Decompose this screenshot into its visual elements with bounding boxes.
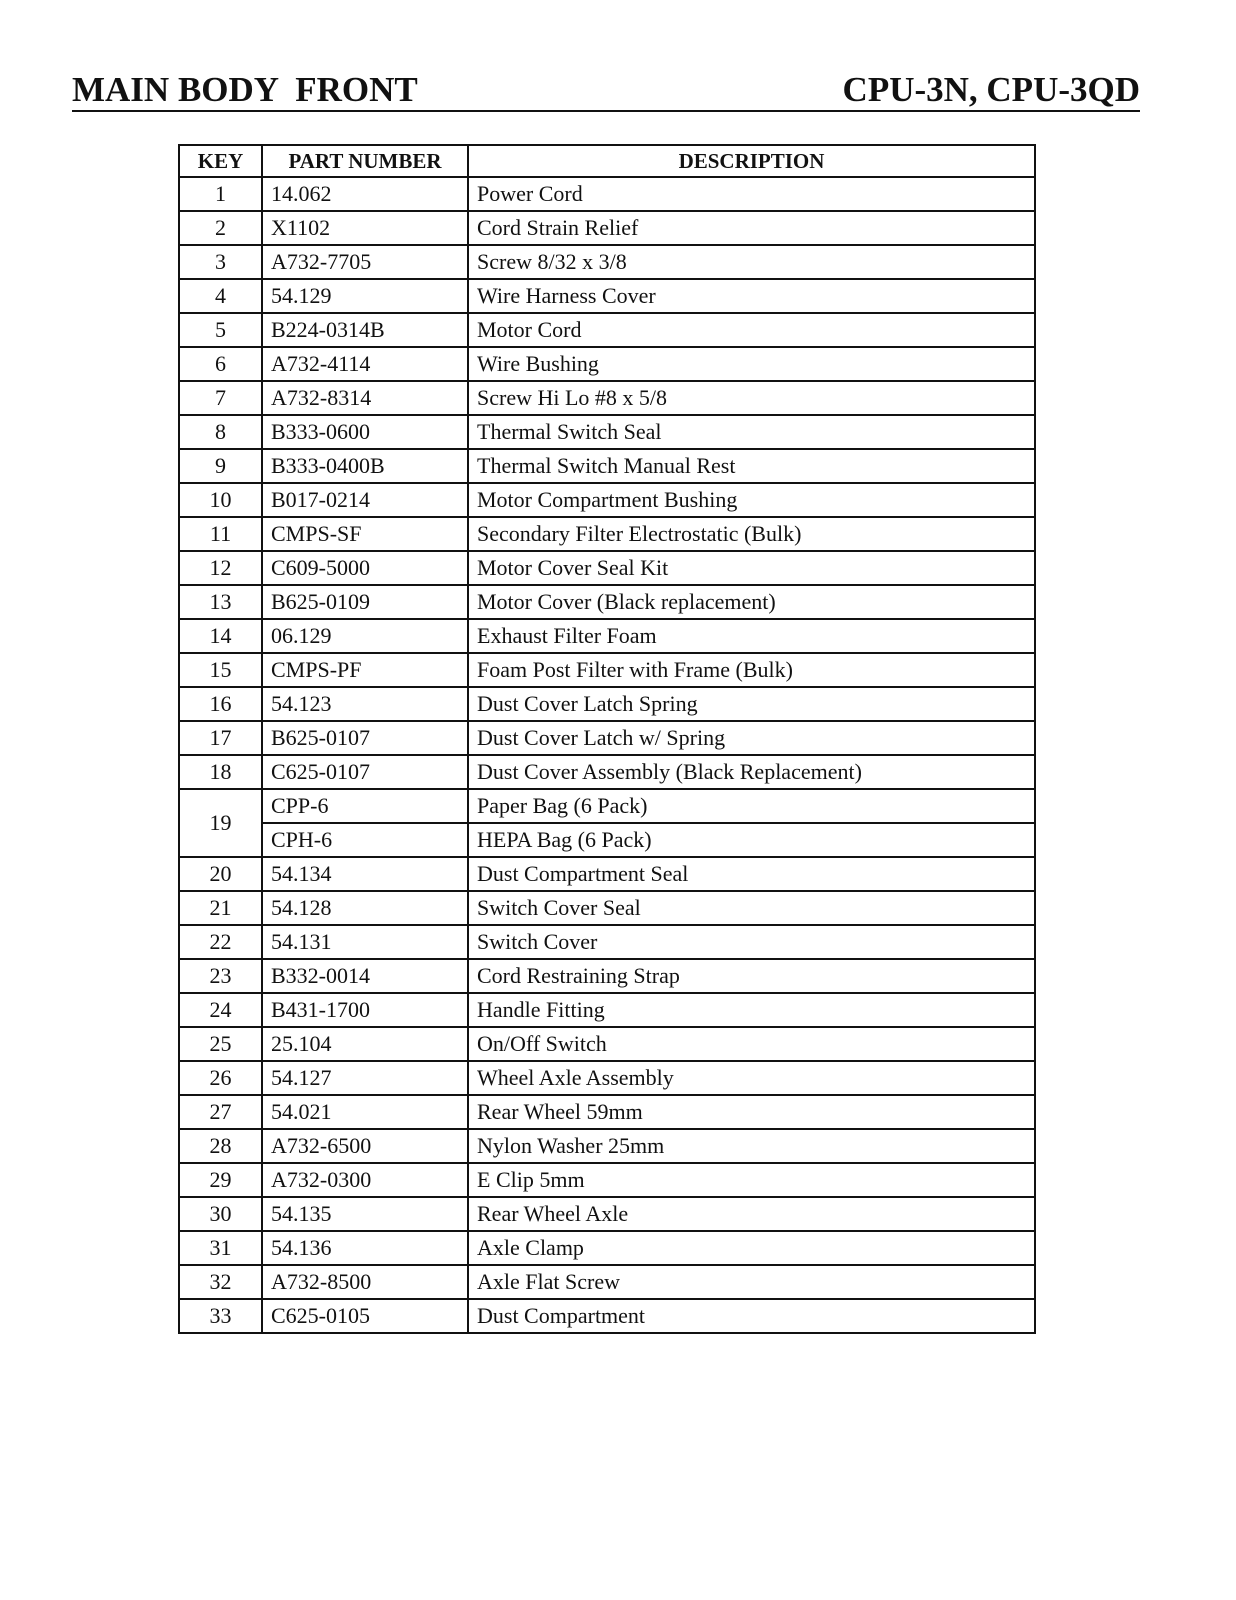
description-cell: Axle Clamp [468, 1231, 1035, 1265]
key-cell: 22 [179, 925, 262, 959]
table-header-row [179, 145, 1035, 177]
key-cell: 2 [179, 211, 262, 245]
table-row [179, 687, 1035, 721]
description-cell: Screw 8/32 x 3/8 [468, 245, 1035, 279]
description-cell: Handle Fitting [468, 993, 1035, 1027]
description-cell: E Clip 5mm [468, 1163, 1035, 1197]
description-cell: On/Off Switch [468, 1027, 1035, 1061]
column-header-description: DESCRIPTION [468, 145, 1035, 177]
table-row [179, 551, 1035, 585]
key-cell: 8 [179, 415, 262, 449]
key-cell: 15 [179, 653, 262, 687]
key-cell: 4 [179, 279, 262, 313]
key-cell: 16 [179, 687, 262, 721]
table-row [179, 789, 1035, 823]
description-cell: Dust Cover Latch w/ Spring [468, 721, 1035, 755]
table-row [179, 585, 1035, 619]
description-cell: Exhaust Filter Foam [468, 619, 1035, 653]
description-cell: Wire Harness Cover [468, 279, 1035, 313]
description-cell: Motor Cover (Black replacement) [468, 585, 1035, 619]
table-row [179, 211, 1035, 245]
table-row [179, 721, 1035, 755]
table-row [179, 755, 1035, 789]
part-number-cell: 54.134 [262, 857, 468, 891]
description-cell: Dust Compartment [468, 1299, 1035, 1333]
part-number-cell: 06.129 [262, 619, 468, 653]
table-row [179, 517, 1035, 551]
description-cell: Motor Cord [468, 313, 1035, 347]
part-number-cell: CPH-6 [262, 823, 468, 857]
table-row [179, 1061, 1035, 1095]
key-cell: 17 [179, 721, 262, 755]
part-number-cell: 54.135 [262, 1197, 468, 1231]
description-cell: Dust Compartment Seal [468, 857, 1035, 891]
table-row [179, 347, 1035, 381]
description-cell: Cord Strain Relief [468, 211, 1035, 245]
table-row [179, 381, 1035, 415]
key-cell: 30 [179, 1197, 262, 1231]
key-cell: 31 [179, 1231, 262, 1265]
table-row [179, 1027, 1035, 1061]
description-cell: Dust Cover Latch Spring [468, 687, 1035, 721]
description-cell: Foam Post Filter with Frame (Bulk) [468, 653, 1035, 687]
table-row [179, 1231, 1035, 1265]
description-cell: HEPA Bag (6 Pack) [468, 823, 1035, 857]
key-cell: 10 [179, 483, 262, 517]
part-number-cell: B431-1700 [262, 993, 468, 1027]
section-title: MAIN BODY FRONT [72, 70, 418, 109]
key-cell: 11 [179, 517, 262, 551]
key-cell: 24 [179, 993, 262, 1027]
part-number-cell: B333-0400B [262, 449, 468, 483]
table-row [179, 415, 1035, 449]
description-cell: Power Cord [468, 177, 1035, 211]
part-number-cell: A732-8314 [262, 381, 468, 415]
column-header-part-number: PART NUMBER [262, 145, 468, 177]
part-number-cell: 54.131 [262, 925, 468, 959]
part-number-cell: A732-8500 [262, 1265, 468, 1299]
part-number-cell: B333-0600 [262, 415, 468, 449]
key-cell: 3 [179, 245, 262, 279]
key-cell: 28 [179, 1129, 262, 1163]
description-cell: Motor Compartment Bushing [468, 483, 1035, 517]
table-row [179, 1129, 1035, 1163]
part-number-cell: 25.104 [262, 1027, 468, 1061]
part-number-cell: B017-0214 [262, 483, 468, 517]
description-cell: Axle Flat Screw [468, 1265, 1035, 1299]
part-number-cell: 54.123 [262, 687, 468, 721]
key-cell: 25 [179, 1027, 262, 1061]
table-row [179, 313, 1035, 347]
model-numbers: CPU-3N, CPU-3QD [842, 70, 1140, 109]
table-row [179, 1095, 1035, 1129]
table-row [179, 823, 1035, 857]
description-cell: Cord Restraining Strap [468, 959, 1035, 993]
part-number-cell: B625-0107 [262, 721, 468, 755]
key-cell: 18 [179, 755, 262, 789]
description-cell: Thermal Switch Seal [468, 415, 1035, 449]
key-cell: 29 [179, 1163, 262, 1197]
part-number-cell: CMPS-PF [262, 653, 468, 687]
table-row [179, 1197, 1035, 1231]
description-cell: Screw Hi Lo #8 x 5/8 [468, 381, 1035, 415]
description-cell: Wire Bushing [468, 347, 1035, 381]
key-cell: 33 [179, 1299, 262, 1333]
part-number-cell: A732-6500 [262, 1129, 468, 1163]
part-number-cell: CMPS-SF [262, 517, 468, 551]
table-row [179, 177, 1035, 211]
description-cell: Rear Wheel 59mm [468, 1095, 1035, 1129]
key-cell: 27 [179, 1095, 262, 1129]
description-cell: Motor Cover Seal Kit [468, 551, 1035, 585]
key-cell: 7 [179, 381, 262, 415]
table-row [179, 1265, 1035, 1299]
key-cell: 1 [179, 177, 262, 211]
part-number-cell: B332-0014 [262, 959, 468, 993]
table-row [179, 483, 1035, 517]
table-row [179, 653, 1035, 687]
key-cell: 26 [179, 1061, 262, 1095]
part-number-cell: C625-0107 [262, 755, 468, 789]
part-number-cell: B625-0109 [262, 585, 468, 619]
part-number-cell: 14.062 [262, 177, 468, 211]
key-cell: 9 [179, 449, 262, 483]
key-cell: 5 [179, 313, 262, 347]
table-row [179, 1299, 1035, 1333]
description-cell: Switch Cover Seal [468, 891, 1035, 925]
parts-table-body [179, 177, 1035, 1333]
table-row [179, 1163, 1035, 1197]
key-cell: 6 [179, 347, 262, 381]
table-row [179, 925, 1035, 959]
key-cell: 23 [179, 959, 262, 993]
part-number-cell: A732-7705 [262, 245, 468, 279]
page-header [72, 68, 1140, 112]
part-number-cell: CPP-6 [262, 789, 468, 823]
part-number-cell: B224-0314B [262, 313, 468, 347]
key-cell: 20 [179, 857, 262, 891]
part-number-cell: 54.021 [262, 1095, 468, 1129]
description-cell: Switch Cover [468, 925, 1035, 959]
part-number-cell: C609-5000 [262, 551, 468, 585]
key-cell: 13 [179, 585, 262, 619]
part-number-cell: 54.129 [262, 279, 468, 313]
part-number-cell: 54.136 [262, 1231, 468, 1265]
key-cell: 19 [179, 789, 262, 857]
table-row [179, 857, 1035, 891]
key-cell: 21 [179, 891, 262, 925]
column-header-key: KEY [179, 145, 262, 177]
table-row [179, 449, 1035, 483]
table-row [179, 959, 1035, 993]
part-number-cell: A732-0300 [262, 1163, 468, 1197]
description-cell: Wheel Axle Assembly [468, 1061, 1035, 1095]
description-cell: Secondary Filter Electrostatic (Bulk) [468, 517, 1035, 551]
parts-table [178, 144, 1036, 1334]
table-row [179, 619, 1035, 653]
table-row [179, 245, 1035, 279]
part-number-cell: 54.128 [262, 891, 468, 925]
description-cell: Nylon Washer 25mm [468, 1129, 1035, 1163]
part-number-cell: A732-4114 [262, 347, 468, 381]
part-number-cell: X1102 [262, 211, 468, 245]
key-cell: 32 [179, 1265, 262, 1299]
table-row [179, 891, 1035, 925]
description-cell: Rear Wheel Axle [468, 1197, 1035, 1231]
key-cell: 12 [179, 551, 262, 585]
description-cell: Paper Bag (6 Pack) [468, 789, 1035, 823]
part-number-cell: C625-0105 [262, 1299, 468, 1333]
table-row [179, 993, 1035, 1027]
description-cell: Dust Cover Assembly (Black Replacement) [468, 755, 1035, 789]
key-cell: 14 [179, 619, 262, 653]
table-row [179, 279, 1035, 313]
description-cell: Thermal Switch Manual Rest [468, 449, 1035, 483]
part-number-cell: 54.127 [262, 1061, 468, 1095]
